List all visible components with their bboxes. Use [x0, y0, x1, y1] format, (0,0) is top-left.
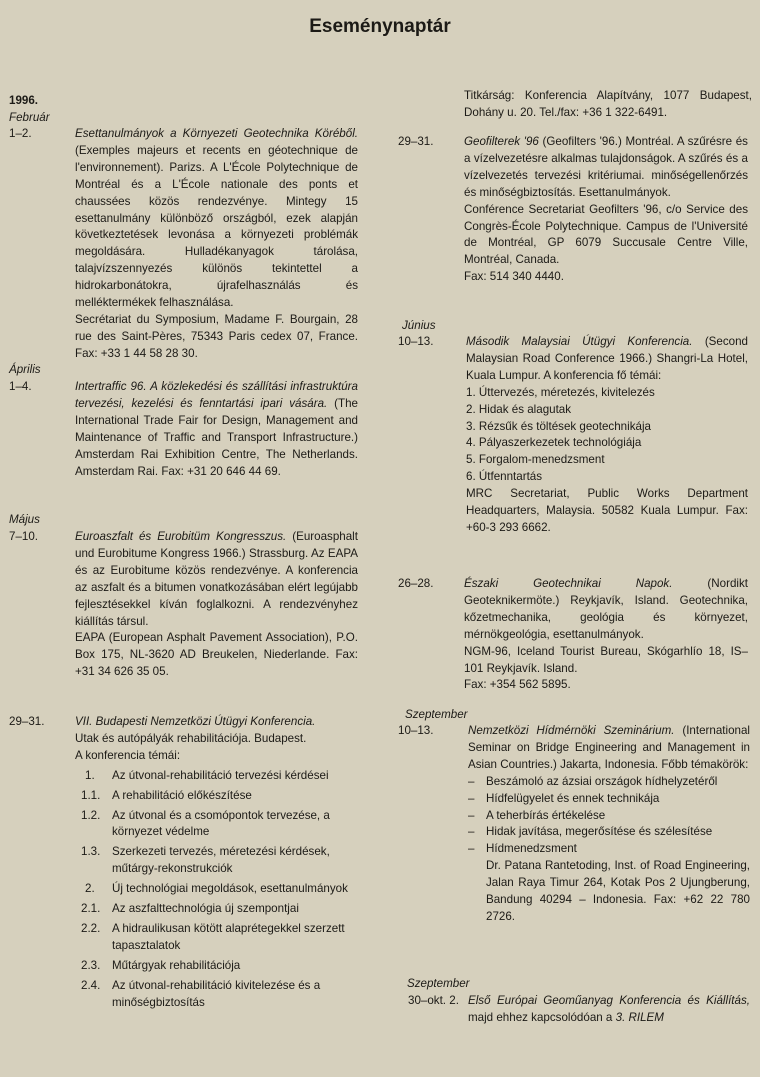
event-title: Euroaszfalt és Eurobitüm Kongresszus. — [75, 530, 287, 543]
event-fax: Fax: 514 340 4440. — [464, 270, 564, 284]
event-geosynthetics — [398, 993, 750, 1027]
event-date: 10–13. — [398, 335, 434, 348]
month-april-label: Április — [9, 363, 41, 376]
topic-number: 1.2. — [81, 808, 101, 822]
topic-item — [75, 958, 361, 975]
topic-number: 2.2. — [81, 921, 101, 935]
topic-item — [75, 978, 361, 1012]
event-text: (Exemples majeurs et recents en géotechnique de l'environnement). Parizs. A L'École Polytechnique de Montréal és a L'École nationale des ponts et chaussées közös rendezvénye. Mintegy 15 esettanulmány különböző országból, ezek alapján következtetések levonása a környezeti problémák megoldására. Hulladékanyagok tárolása, talajvízszennyezés különös tekintettel a hidrokarbonátokra, újrafelhasználás és melléktermékek felhasználása. — [75, 143, 358, 310]
event-text: majd ehhez kapcsolódóan a — [468, 1010, 613, 1024]
event-geofilters — [398, 134, 748, 286]
topic-text: A teherbírás értékelése — [486, 808, 606, 822]
event-contact: EAPA (European Asphalt Pavement Association), P.O. Box 175, NL-3620 AD Breukelen, Niederlande. Fax: +31 34 626 35 05. — [75, 631, 358, 679]
month-june-label: Június — [402, 319, 436, 332]
year-heading: 1996. — [9, 94, 39, 107]
event-may — [9, 529, 358, 681]
topic-number: 1.1. — [81, 788, 101, 802]
event-date: 10–13. — [398, 724, 434, 737]
topic-item: 6. Útfenntartás — [466, 470, 543, 484]
topic-number: 2. — [85, 882, 95, 896]
event-date: 7–10. — [9, 530, 39, 543]
month-may-label: Május — [9, 513, 40, 526]
event-body — [75, 379, 358, 480]
event-contact: Secrétariat du Symposium, Madame F. Bourgain, 28 rue des Saint-Pères, 75343 Paris cedex 07, France. Fax: +33 1 44 58 28 30. — [75, 312, 358, 360]
topic-item: 1. Úttervezés, méretezés, kivitelezés — [466, 385, 655, 399]
dash-bullet: – — [468, 825, 475, 839]
month-april — [9, 362, 41, 379]
event-text: (Euroasphalt und Eurobitume Kongress 1966.) Strassburg. Az EAPA és az Eurobitume közös rendezvénye. A konferencia az aszfalt és a bitumen vonatkozásában elért legújabb fejlesztésekkel kíván foglalkozni. A rendezvényhez kiállítás társul. — [75, 530, 358, 628]
event-contact: MRC Secretariat, Public Works Department Headquarters, Malaysia. 50582 Kuala Lumpur. Fax: +60-3 293 6662. — [466, 487, 748, 534]
topic-text: Az útvonal és a csomópontok tervezése, a környezet védelme — [112, 808, 330, 839]
month-february: Február — [9, 110, 50, 124]
event-body — [75, 529, 358, 681]
page-title: Eseménynaptár — [309, 16, 451, 37]
topic-item: 5. Forgalom-menedzsment — [466, 453, 605, 467]
event-body — [464, 134, 748, 286]
topic-text: Hídmenedzsment — [486, 842, 577, 856]
topic-item — [75, 768, 361, 785]
topic-item — [75, 921, 361, 955]
topic-number: 1. — [85, 768, 95, 782]
topic-item — [75, 788, 361, 805]
topics-list — [466, 385, 748, 486]
event-date: 30–okt. 2. — [408, 994, 459, 1007]
event-body — [468, 723, 750, 926]
topic-text: A hidraulikusan kötött alaprétegekkel szerzett tapasztalatok — [112, 921, 345, 952]
event-text: (Nordikt Geoteknikermöte.) Reykjavík, Island. Geotechnika, kőzetmechanika, geológia és környezet, mérnökgeológia, esettanulmányok. — [464, 577, 748, 641]
event-budapest — [9, 714, 361, 1015]
event-date: 29–31. — [398, 135, 434, 148]
event-title: VII. Budapesti Nemzetközi Útügyi Konferencia. — [75, 715, 316, 728]
event-text: (Second Malaysian Road Conference 1966.) Shangri-La Hotel, Kuala Lumpur. A konferencia fő témái: — [466, 335, 748, 382]
topic-item: 4. Pályaszerkezetek technológiája — [466, 436, 642, 450]
topic-text: Hídfelügyelet és ennek technikája — [486, 791, 660, 805]
topic-item — [468, 841, 750, 858]
event-tail: 3. RILEM — [615, 1010, 664, 1024]
topic-text: Hidak javítása, megerősítése és szélesítése — [486, 825, 713, 839]
topic-number: 1.3. — [81, 845, 101, 859]
topic-item — [75, 901, 361, 918]
event-feb — [9, 126, 358, 363]
event-body — [75, 126, 358, 363]
event-text: Utak és autópályák rehabilitációja. Budapest. — [75, 731, 307, 745]
month-september-2-label: Szeptember — [407, 977, 470, 990]
topic-number: 2.4. — [81, 978, 101, 992]
event-text: (The International Trade Fair for Design, Management and Maintenance of Traffic and Transport Infrastructure.) Amsterdam Rai Exhibition Centre, The Netherlands. Amsterdam Rai. Fax: +31 20 646 44 69. — [75, 396, 358, 478]
event-fax: Fax: +354 562 5895. — [464, 678, 571, 692]
topic-text: Az útvonal-rehabilitáció kivitelezése és a minőségbiztosítás — [112, 978, 321, 1009]
month-may — [9, 512, 40, 529]
event-date: 26–28. — [398, 577, 434, 590]
topic-item — [468, 774, 750, 791]
event-title: Első Európai Geoműanyag Konferencia és Kiállítás, — [468, 994, 750, 1007]
topic-item: 2. Hidak és alagutak — [466, 402, 572, 416]
topic-item — [468, 791, 750, 808]
topic-text: Az útvonal-rehabilitáció tervezési kérdései — [112, 768, 329, 782]
topic-item — [75, 881, 361, 898]
event-contact: NGM-96, Iceland Tourist Bureau, Skógarhlío 18, IS–101 Reykjavík. Island. — [464, 644, 748, 675]
topic-number: 2.1. — [81, 902, 101, 916]
event-title: Intertraffic 96. A közlekedési és szállítási infrastruktúra tervezési, kezelési és fenntartási ipari vására. — [75, 380, 358, 410]
month-september-2 — [407, 976, 470, 993]
topic-item: 3. Rézsűk és töltések geotechnikája — [466, 419, 651, 433]
topic-text: Műtárgyak rehabilitációja — [112, 958, 241, 972]
event-contact: Dr. Patana Rantetoding, Inst. of Road Engineering, Jalan Raya Timur 264, Kotak Pos 2 Ujungberung, Bandung 40294 – Indonesia. Fax: +62 22 780 2726. — [486, 859, 750, 923]
event-body — [464, 576, 748, 694]
topic-text: Az aszfalttechnológia új szempontjai — [112, 902, 299, 916]
event-text: (Geofilters '96.) Montréal. A szűrésre és a vízelvezetésre alkalmas tulajdonságok. A szűrés és a vízelvezetés tervezési kritériumai. minőségellenőrzés és minőségbiztosítás. Esettanulmányok. — [464, 135, 748, 199]
event-title: Geofilterek '96 — [464, 135, 539, 148]
event-body — [75, 714, 361, 1015]
topic-item — [75, 844, 361, 878]
dash-bullet: – — [468, 774, 475, 788]
month-june — [402, 318, 436, 335]
topics-list — [75, 768, 361, 1012]
month-september — [405, 707, 468, 724]
year-heading-block — [9, 93, 367, 127]
topic-item — [468, 824, 750, 841]
event-nordic — [398, 576, 748, 694]
event-title: Esettanulmányok a Környezeti Geotechnika Köréből. — [75, 127, 358, 140]
dash-bullet: – — [468, 842, 475, 856]
event-text: (International Seminar on Bridge Engineering and Management in Asian Countries.) Jakarta, Indonesia. Főbb témakörök: — [468, 724, 750, 771]
topic-item — [75, 808, 361, 842]
topic-text: Beszámoló az ázsiai országok hídhelyzetéről — [486, 774, 718, 788]
event-contact: Conférence Secretariat Geofilters '96, c/o Service des Congrès-École Polytechnique. Campus de l'Université de Montréal, GP 6079 Succusale Centre Ville, Montréal, Canada. — [464, 202, 748, 267]
event-malaysia — [398, 334, 748, 537]
dash-bullet: – — [468, 791, 475, 805]
topics-label: A konferencia témái: — [75, 748, 181, 762]
topics-list — [468, 774, 750, 859]
topic-item — [468, 808, 750, 825]
month-september-label: Szeptember — [405, 708, 468, 721]
topic-text: Új technológiai megoldások, esettanulmányok — [112, 882, 348, 896]
topic-text: A rehabilitáció előkészítése — [112, 788, 252, 802]
budapest-secretariat: Titkárság: Konferencia Alapítvány, 1077 Budapest, Dohány u. 20. Tel./fax: +36 1 322-6491. — [464, 89, 752, 119]
topic-text: Szerkezeti tervezés, méretezési kérdések, műtárgy-rekonstrukciók — [112, 845, 330, 876]
dash-bullet: – — [468, 808, 475, 822]
event-date: 1–2. — [9, 127, 32, 140]
event-title: Második Malaysiai Útügyi Konferencia. — [466, 335, 693, 348]
event-jakarta — [398, 723, 750, 926]
event-date: 1–4. — [9, 380, 32, 393]
event-apr — [9, 379, 358, 480]
event-title: Északi Geotechnikai Napok. — [464, 577, 673, 590]
event-title: Nemzetközi Hídmérnöki Szeminárium. — [468, 724, 675, 737]
topic-number: 2.3. — [81, 958, 101, 972]
event-body — [468, 993, 750, 1027]
event-body — [466, 334, 748, 537]
event-date: 29–31. — [9, 715, 45, 728]
